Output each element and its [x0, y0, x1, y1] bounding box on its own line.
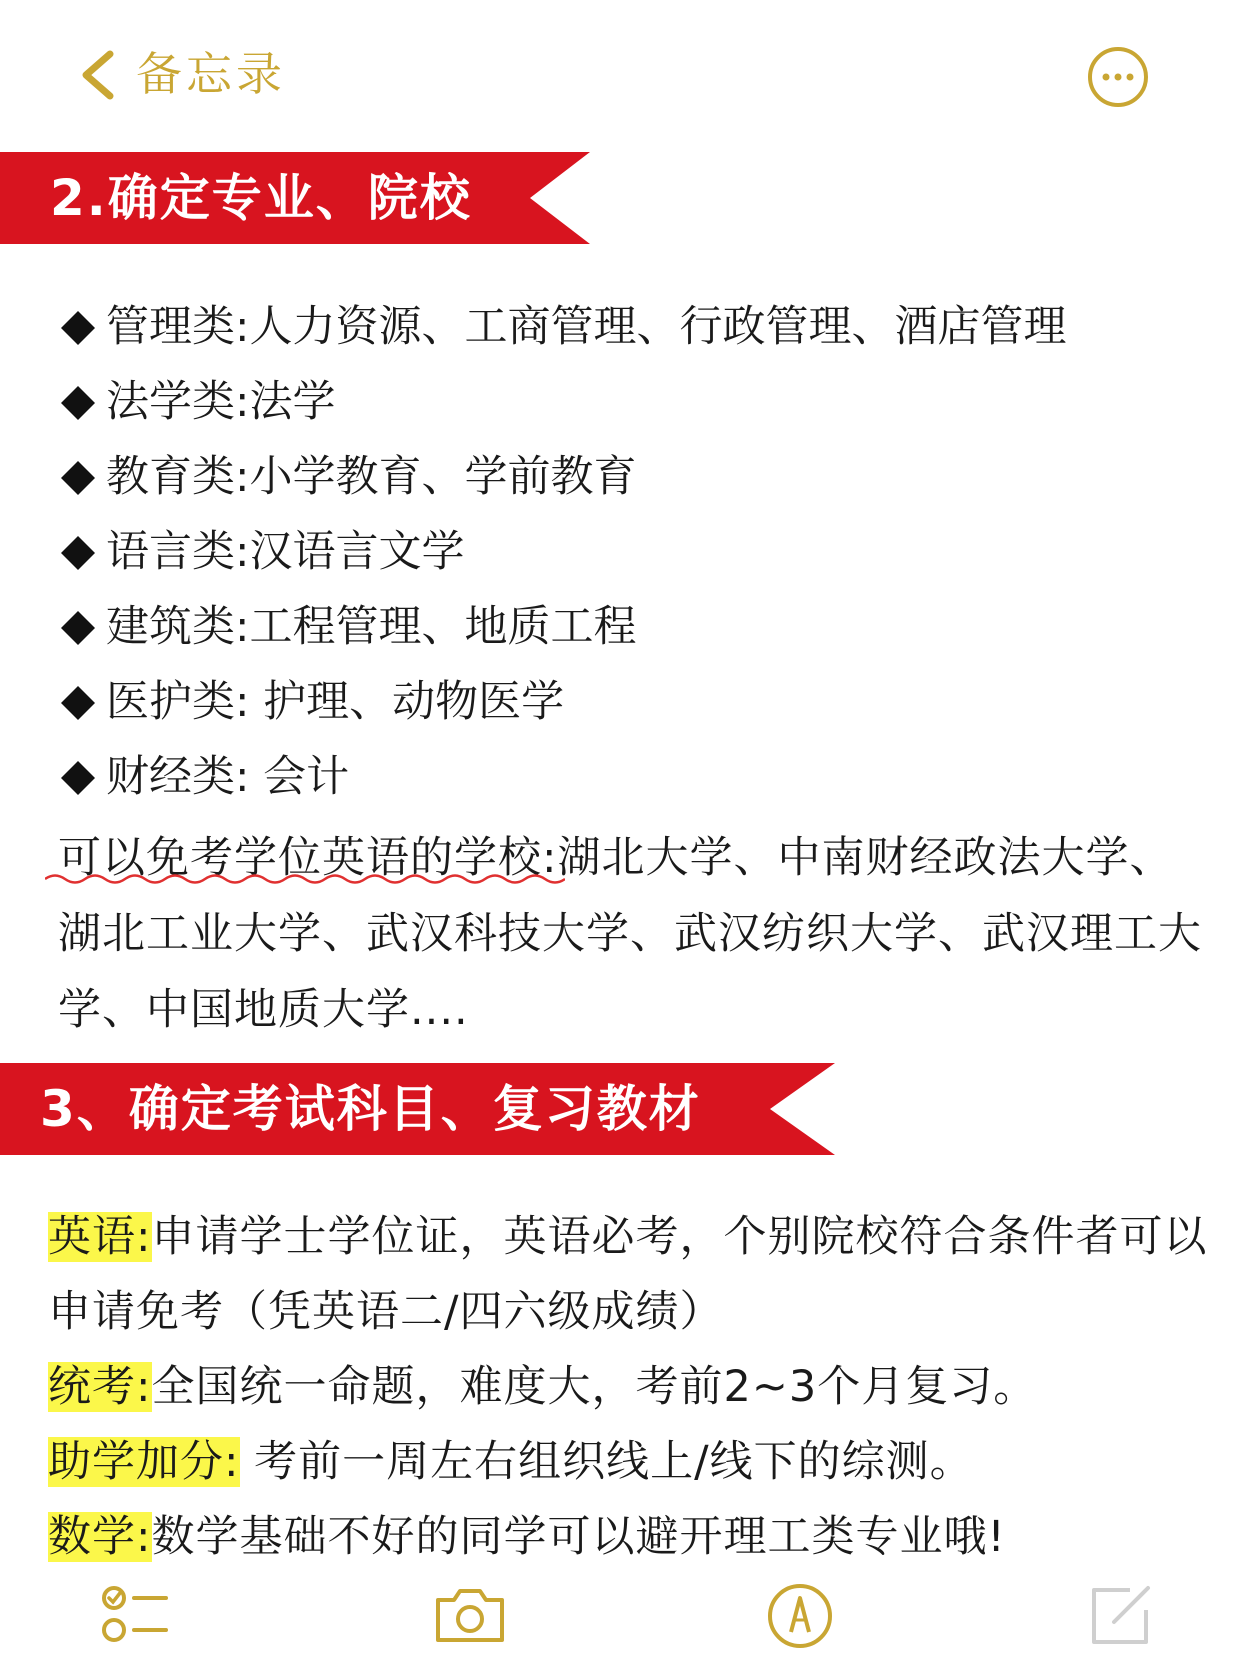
compose-icon[interactable] [1080, 1580, 1160, 1650]
list-item-text: 财经类: 会计 [106, 752, 350, 802]
diamond-bullet-icon [60, 760, 96, 796]
paragraph-text: 数学基础不好的同学可以避开理工类专业哦! [151, 1512, 1006, 1562]
list-item-text: 教育类:小学教育、学前教育 [106, 452, 637, 502]
more-options-icon[interactable] [1085, 44, 1151, 110]
navigation-bar [0, 0, 1242, 150]
list-item-text: 管理类:人力资源、工商管理、行政管理、酒店管理 [106, 302, 1067, 352]
exempt-schools-list: 湖北大学、中南财经政法大学、湖北工业大学、武汉科技大学、武汉纺织大学、武汉理工大学、中国地质大学.... [58, 833, 1202, 1035]
highlight-label: 统考: [48, 1362, 152, 1412]
diamond-bullet-icon [60, 535, 96, 571]
list-item [60, 740, 1210, 815]
list-item [60, 290, 1210, 365]
diamond-bullet-icon [60, 385, 96, 421]
paragraph-math [48, 1500, 1218, 1575]
back-button-label[interactable]: 备忘录 [136, 47, 286, 101]
list-item [60, 590, 1210, 665]
pen-markup-icon[interactable] [760, 1580, 840, 1650]
bottom-toolbar [0, 1570, 1242, 1660]
list-item [60, 365, 1210, 440]
checklist-icon[interactable] [98, 1580, 178, 1650]
list-item [60, 440, 1210, 515]
diamond-bullet-icon [60, 685, 96, 721]
list-item-text: 法学类:法学 [106, 377, 336, 427]
highlight-label: 助学加分: [48, 1437, 240, 1487]
list-item-text: 医护类: 护理、动物医学 [106, 677, 565, 727]
paragraph-text: 考前一周左右组织线上/线下的综测。 [239, 1437, 974, 1487]
exam-subjects-section [48, 1200, 1218, 1575]
section-heading-banner [0, 152, 590, 244]
highlight-label: 英语: [48, 1212, 152, 1262]
list-item-text: 建筑类:工程管理、地质工程 [106, 602, 637, 652]
chevron-left-icon[interactable] [78, 50, 118, 100]
diamond-bullet-icon [60, 460, 96, 496]
paragraph-bonus-points [48, 1425, 1218, 1500]
list-item [60, 665, 1210, 740]
paragraph-unified-exam [48, 1350, 1218, 1425]
list-item [60, 515, 1210, 590]
section-heading-banner [0, 1063, 835, 1155]
section-heading: 2.确定专业、院校 [50, 169, 472, 227]
exempt-schools-paragraph [58, 820, 1208, 1048]
diamond-bullet-icon [60, 310, 96, 346]
major-list [60, 290, 1210, 815]
list-item-text: 语言类:汉语言文学 [106, 527, 465, 577]
section-heading: 3、确定考试科目、复习教材 [40, 1080, 701, 1138]
spellcheck-squiggle [45, 872, 565, 886]
exempt-schools-label: 可以免考学位英语的学校: [58, 833, 558, 883]
highlight-label: 数学: [48, 1512, 152, 1562]
paragraph-text: 申请学士学位证，英语必考，个别院校符合条件者可以申请免考（凭英语二/四六级成绩） [48, 1212, 1208, 1337]
diamond-bullet-icon [60, 610, 96, 646]
paragraph-english [48, 1200, 1218, 1350]
paragraph-text: 全国统一命题，难度大，考前2~3个月复习。 [151, 1362, 1038, 1412]
camera-icon[interactable] [430, 1580, 510, 1650]
